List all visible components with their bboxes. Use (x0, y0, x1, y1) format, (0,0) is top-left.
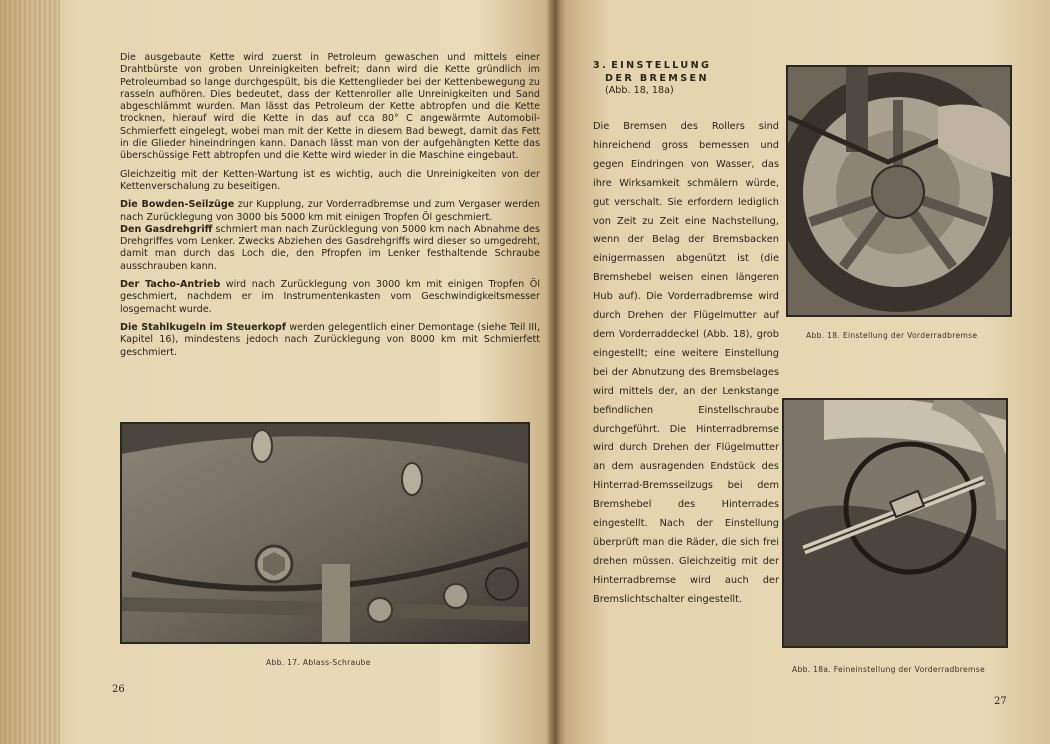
figure-18a-photo (782, 398, 1008, 648)
paragraph-lead: Die Bowden-Seilzüge (120, 199, 235, 211)
paragraph (120, 322, 540, 359)
paragraph-text: schmiert man nach Zurücklegung von 5000 km nach Abnahme des Drehgriffes vom Lenker. Zwecks Abziehen des Gasdrehgriffs wird dieser so umgedreht, damit man durch das Loch die, den Pfropfen im Lenker festhaltende Schraube ausschrauben kann. (120, 223, 540, 272)
paragraph (120, 169, 540, 194)
page-number-right: 27 (994, 696, 1007, 707)
paragraph (120, 224, 540, 273)
section-reference: (Abb. 18, 18a) (605, 85, 674, 96)
paragraph-text: zur Kupplung, zur Vorderradbremse und zum Vergaser werden nach Zurücklegung von 3000 bis 5000 km mit einigen Tropfen Öl geschmiert. (120, 199, 540, 223)
right-page-text (593, 118, 779, 610)
paragraph-text: wird nach Zurücklegung von 3000 km mit einigen Tropfen Öl geschmiert, nachdem er im Instrumentenkasten vom Geschwindigkeitsmesser losgemacht wurde. (120, 279, 540, 315)
section-title-line1: EINSTELLUNG (611, 60, 712, 71)
section-title-line2: DER BREMSEN (605, 72, 709, 84)
front-brake-illustration (788, 67, 1010, 315)
right-page (566, 0, 1050, 744)
figure-17-caption: Abb. 17. Ablass-Schraube (266, 658, 371, 667)
paragraph (120, 199, 540, 224)
left-page-text (120, 52, 540, 365)
page-number-left: 26 (112, 684, 125, 695)
figure-18-photo (786, 65, 1012, 317)
drain-screw-illustration (122, 424, 528, 642)
section-heading (593, 60, 783, 98)
paragraph-text: Gleichzeitig mit der Ketten-Wartung ist es wichtig, auch die Unreinigkeiten von der Kettenverschalung zu beseitigen. (120, 168, 540, 192)
paragraph (120, 52, 540, 163)
paragraph-text: Die ausgebaute Kette wird zuerst in Petroleum gewaschen und mittels einer Drahtbürste von groben Unreinigkeiten befreit; dann wird die Kette gründlich im Petroleumbad so lange durchgespült, bis die Kettenglieder bei der Kettenbewegung zu rasseln aufhören. Dies bedeutet, dass der Kettenroller alle Unreinigkeiten und Sand abgeschlämmt wurden. Man lässt das Petroleum der Kette abtropfen und die Kette trocknen, hierauf wird die Kette in das auf cca 80° C angewärmte Automobil-Schmierfett eingelegt, wobei man mit der Kette in diesem Bad bewegt, damit das Fett in die Glieder hineindringen kann. Danach lässt man von der aufgehängten Kette das überschüssige Fett abtropfen und die Kette wird wieder in die Maschine eingebaut. (120, 52, 540, 162)
figure-18-caption: Abb. 18. Einstellung der Vorderradbremse (806, 331, 978, 340)
section-number: 3. (593, 60, 609, 71)
figure-17-photo (120, 422, 530, 644)
left-page (60, 0, 552, 744)
paragraph-text: werden gelegentlich einer Demontage (siehe Teil III, Kapitel 16), mindestens jedoch nach Zurücklegung von 8000 km mit Schmierfett geschmiert. (120, 321, 541, 358)
fine-adjustment-illustration (784, 400, 1006, 646)
figure-18a-caption: Abb. 18a. Feineinstellung der Vorderradbremse (792, 665, 985, 674)
paragraph-lead: Die Stahlkugeln im Steuerkopf (120, 321, 287, 333)
paragraph (120, 279, 540, 316)
paragraph-text: Die Bremsen des Rollers sind hinreichend gross bemessen und gegen Eindringen von Wasser, das ihre Wirksamkeit schmälern würde, gut verschalt. Sie erfordern lediglich von Zeit zu Zeit eine Nachstellung, wenn der Belag der Bremsbacken einigermassen abgenützt ist (die Bremshebel weisen einen längeren Hub auf). Die Vorderradbremse wird durch Drehen der Flügelmutter auf dem Vorderraddeckel (Abb. 18), grob eingestellt; eine weitere Einstellung bei der Abnutzung des Bremsbelages wird mittels der, an der Lenkstange befindlichen Einstellschraube durchgeführt. Die Hinterradbremse wird durch Drehen der Flügelmutter an dem ausragenden Endstück des Hinterrad-Bremsseilzugs bei dem Bremshebel des Hinterrades eingestellt. Nach der Einstellung überprüft man die Räder, die sich frei drehen müssen. Gleichzeitig mit der Hinterradbremse wird auch der Bremslichtschalter eingestellt. (593, 121, 779, 605)
paragraph-lead: Den Gasdrehgriff (120, 223, 213, 235)
page-edges (0, 0, 60, 744)
paragraph-lead: Der Tacho-Antrieb (120, 279, 221, 291)
